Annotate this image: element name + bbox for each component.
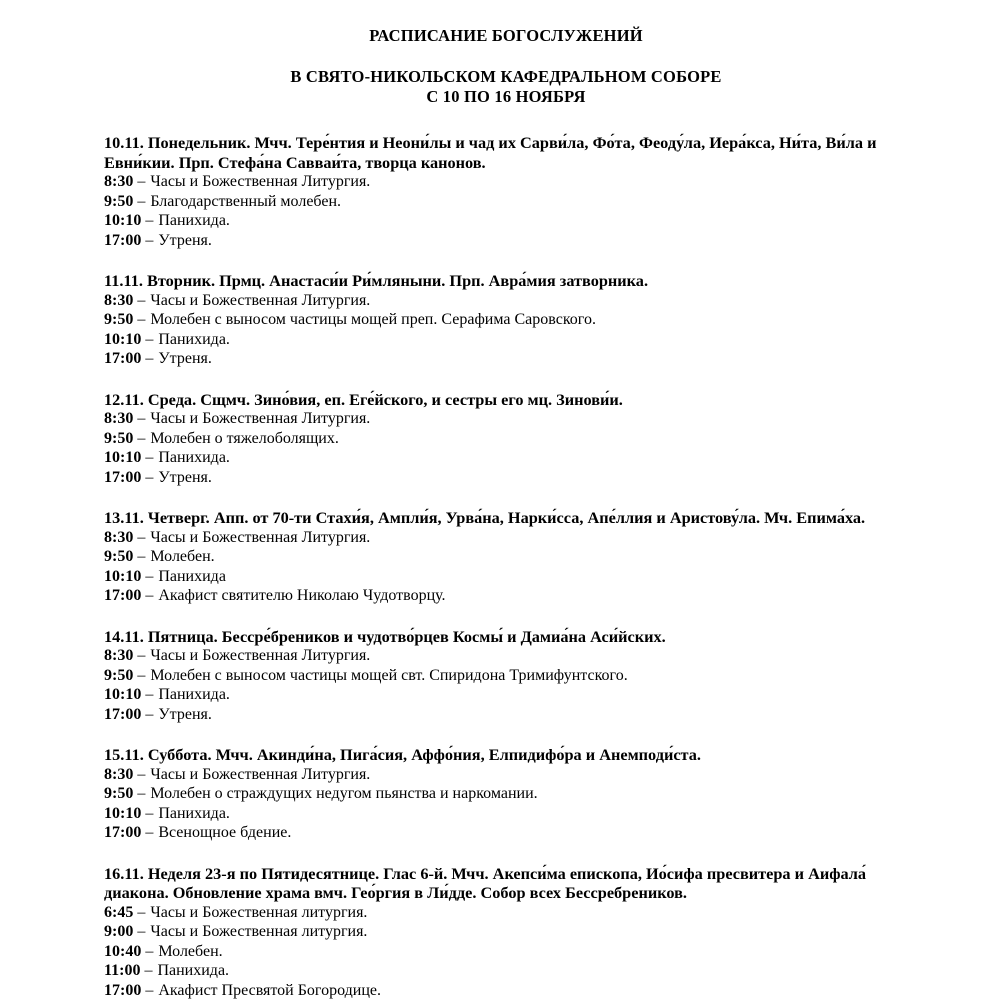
section-header: 14.11. Пятница. Бессре́бреников и чудотво́рцев Космы́ и Дамиа́на Аси́йских. xyxy=(104,626,666,646)
service-time: 9:50 xyxy=(104,311,134,328)
service-time: 8:30 xyxy=(104,528,134,546)
service-description: Часы и Божественная литургия. xyxy=(150,903,368,921)
service-description: Молебен. xyxy=(150,548,215,565)
service-row xyxy=(104,409,908,429)
service-description: Панихида. xyxy=(158,804,230,822)
service-description: Панихида xyxy=(158,567,226,585)
service-row xyxy=(104,823,908,843)
dash-separator: – xyxy=(145,981,154,999)
service-description: Часы и Божественная Литургия. xyxy=(150,765,371,783)
service-row xyxy=(104,784,908,804)
service-time: 11:00 xyxy=(104,962,141,979)
service-time: 17:00 xyxy=(104,824,142,841)
service-time: 17:00 xyxy=(104,587,142,604)
schedule-section-15-11 xyxy=(104,745,908,843)
service-description: Часы и Божественная литургия. xyxy=(150,923,368,940)
dash-separator: – xyxy=(145,705,154,723)
service-description: Молебен с выносом частицы мощей преп. Серафима Саровского. xyxy=(150,311,596,328)
section-header: 10.11. Понедельник. Мчч. Тере́нтия и Неони́лы и чад их Сарви́ла, Фо́та, Феоду́ла, Иера́кса, Ни́та, Ви́ла и Евни́кии. Прп. Стефа́на Савваи́та, творца канонов. xyxy=(104,133,877,172)
service-time: 17:00 xyxy=(104,705,142,723)
service-description: Акафист Пресвятой Богородице. xyxy=(158,981,381,999)
service-description: Часы и Божественная Литургия. xyxy=(150,173,371,190)
dash-separator: – xyxy=(145,330,154,348)
service-time: 17:00 xyxy=(104,468,142,486)
dash-separator: – xyxy=(137,528,146,546)
service-description: Часы и Божественная Литургия. xyxy=(150,647,371,664)
service-description: Утреня. xyxy=(158,350,212,367)
document-title: РАСПИСАНИЕ БОГОСЛУЖЕНИЙ xyxy=(369,26,643,45)
dash-separator: – xyxy=(137,666,146,684)
service-description: Часы и Божественная Литургия. xyxy=(150,410,371,427)
dash-separator: – xyxy=(145,468,154,486)
dash-separator: – xyxy=(137,429,146,447)
schedule-section-14-11 xyxy=(104,627,908,725)
service-description: Молебен с выносом частицы мощей свт. Спиридона Тримифунтского. xyxy=(150,666,628,684)
section-header: 11.11. Вторник. Прмц. Анастаси́и Ри́мляныни. Прп. Авра́мия затворника. xyxy=(104,271,649,290)
dash-separator: – xyxy=(137,785,146,802)
service-time: 9:00 xyxy=(104,923,134,940)
dash-separator: – xyxy=(145,824,154,841)
service-description: Молебен о страждущих недугом пьянства и наркомании. xyxy=(150,785,538,802)
dash-separator: – xyxy=(145,212,154,229)
service-time: 9:50 xyxy=(104,548,134,565)
service-row xyxy=(104,981,908,1001)
document-subtitle xyxy=(104,67,908,106)
service-description: Молебен о тяжелоболящих. xyxy=(150,429,339,447)
service-row xyxy=(104,172,908,192)
service-row xyxy=(104,231,908,251)
section-header: 13.11. Четверг. Апп. от 70-ти Стахи́я, Ампли́я, Урва́на, Нарки́сса, Апе́ллия и Аристову́ла. Мч. Епима́ха. xyxy=(104,508,866,527)
service-row xyxy=(104,804,908,824)
service-time: 17:00 xyxy=(104,231,142,249)
schedule-section-16-11 xyxy=(104,864,908,1001)
dash-separator: – xyxy=(137,903,146,921)
service-row xyxy=(104,942,908,962)
service-row xyxy=(104,903,908,923)
dash-separator: – xyxy=(137,765,146,783)
service-row xyxy=(104,310,908,330)
service-row xyxy=(104,429,908,449)
service-row xyxy=(104,448,908,468)
service-time: 17:00 xyxy=(104,981,142,999)
service-time: 10:40 xyxy=(104,942,142,960)
service-row xyxy=(104,330,908,350)
service-time: 10:10 xyxy=(104,212,142,229)
service-description: Утреня. xyxy=(158,231,212,249)
section-header: 12.11. Среда. Сщмч. Зино́вия, еп. Еге́йского, и сестры его мц. Зинови́и. xyxy=(104,389,623,409)
service-description: Акафист святителю Николаю Чудотворцу. xyxy=(158,587,446,604)
dash-separator: – xyxy=(145,231,154,249)
section-header: 15.11. Суббота. Мчч. Акинди́на, Пига́сия, Аффо́ния, Елпидифо́ра и Анемподи́ста. xyxy=(104,745,701,764)
service-description: Панихида. xyxy=(158,330,230,348)
service-description: Панихида. xyxy=(158,686,230,703)
dash-separator: – xyxy=(145,942,154,960)
service-time: 10:10 xyxy=(104,686,142,703)
service-time: 17:00 xyxy=(104,350,142,367)
subtitle-cathedral: В СВЯТО-НИКОЛЬСКОМ КАФЕДРАЛЬНОМ СОБОРЕ xyxy=(290,67,722,86)
schedule-section-12-11 xyxy=(104,390,908,488)
subtitle-dates: С 10 ПО 16 НОЯБРЯ xyxy=(426,86,586,106)
service-row xyxy=(104,765,908,785)
service-time: 10:10 xyxy=(104,567,142,585)
service-time: 9:50 xyxy=(104,429,134,447)
dash-separator: – xyxy=(144,962,153,979)
dash-separator: – xyxy=(145,449,154,466)
service-row xyxy=(104,349,908,369)
service-time: 8:30 xyxy=(104,291,134,309)
service-row xyxy=(104,586,908,606)
service-row xyxy=(104,705,908,725)
dash-separator: – xyxy=(137,923,146,940)
schedule-body xyxy=(104,133,908,1000)
section-header: 16.11. Неделя 23-я по Пятидесятнице. Глас 6-й. Мчч. Акепси́ма епископа, Ио́сифа пресвитера и Аифала́ диакона. Обновление храма вмч. Гео́ргия в Ли́дде. Собор всех Бессребреников. xyxy=(104,863,867,902)
service-row xyxy=(104,468,908,488)
service-row xyxy=(104,291,908,311)
service-row xyxy=(104,528,908,548)
service-time: 8:30 xyxy=(104,173,134,190)
service-row xyxy=(104,192,908,212)
dash-separator: – xyxy=(137,291,146,309)
service-time: 10:10 xyxy=(104,330,142,348)
service-row xyxy=(104,922,908,942)
service-description: Панихида. xyxy=(157,962,230,979)
schedule-section-13-11 xyxy=(104,508,908,606)
service-description: Молебен. xyxy=(158,942,223,960)
service-time: 6:45 xyxy=(104,903,134,921)
dash-separator: – xyxy=(137,410,146,427)
service-time: 9:50 xyxy=(104,785,134,802)
service-row xyxy=(104,211,908,231)
service-time: 8:30 xyxy=(104,765,134,783)
service-row xyxy=(104,666,908,686)
dash-separator: – xyxy=(137,173,146,190)
service-time: 9:50 xyxy=(104,666,134,684)
dash-separator: – xyxy=(145,350,154,367)
service-description: Утреня. xyxy=(158,468,212,486)
service-description: Часы и Божественная Литургия. xyxy=(150,528,371,546)
schedule-section-10-11 xyxy=(104,133,908,250)
service-description: Часы и Божественная Литургия. xyxy=(150,291,371,309)
service-time: 8:30 xyxy=(104,410,134,427)
service-row xyxy=(104,961,908,981)
service-description: Утреня. xyxy=(158,705,212,723)
dash-separator: – xyxy=(145,804,154,822)
service-time: 9:50 xyxy=(104,192,134,210)
service-time: 10:10 xyxy=(104,804,142,822)
service-time: 8:30 xyxy=(104,647,134,664)
dash-separator: – xyxy=(145,567,154,585)
service-row xyxy=(104,685,908,705)
service-time: 10:10 xyxy=(104,449,142,466)
service-description: Панихида. xyxy=(158,212,230,229)
service-row xyxy=(104,567,908,587)
dash-separator: – xyxy=(137,311,146,328)
schedule-section-11-11 xyxy=(104,271,908,369)
service-row xyxy=(104,646,908,666)
service-row xyxy=(104,547,908,567)
service-description: Всенощное бдение. xyxy=(158,824,292,841)
dash-separator: – xyxy=(145,587,154,604)
service-description: Благодарственный молебен. xyxy=(150,192,342,210)
dash-separator: – xyxy=(137,192,146,210)
dash-separator: – xyxy=(137,548,146,565)
service-description: Панихида. xyxy=(158,449,230,466)
dash-separator: – xyxy=(137,647,146,664)
dash-separator: – xyxy=(145,686,154,703)
